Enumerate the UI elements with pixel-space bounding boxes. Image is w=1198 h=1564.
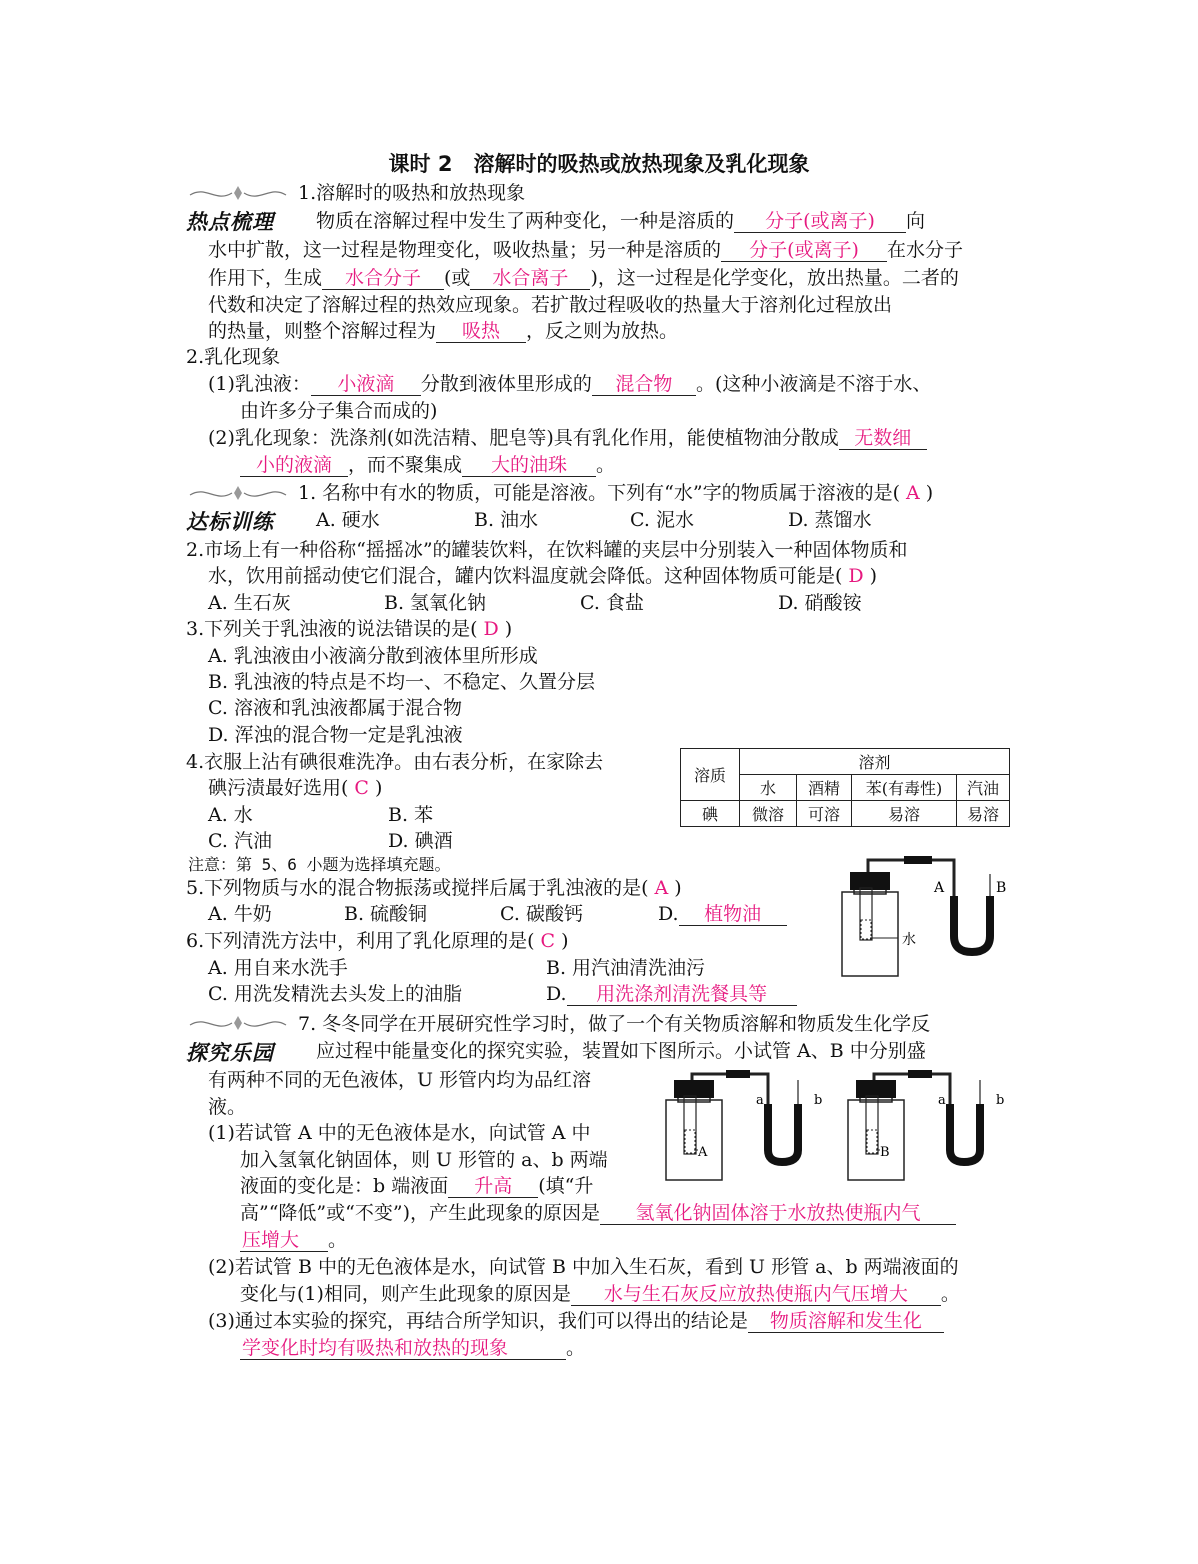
text-line: 的热量，则整个溶解过程为 吸热 ，反之则为放热。 [208, 320, 679, 342]
ornament-divider [186, 483, 290, 503]
table-header: 溶质 [681, 749, 740, 801]
option: B. 乳浊液的特点是不均一、不稳定、久置分层 [208, 671, 596, 693]
question-stem: 应过程中能量变化的探究实验，装置如下图所示。小试管 A、B 中分别盛 [316, 1040, 926, 1062]
option: D. 蒸馏水 [788, 509, 872, 531]
answer-blank: 无数细 [839, 427, 927, 450]
question-stem: 碘污渍最好选用( C ) [208, 777, 383, 799]
answer-blank: 吸热 [436, 320, 526, 343]
answer-blank: 小液滴 [311, 373, 421, 396]
text-line: (1)若试管 A 中的无色液体是水，向试管 A 中 [208, 1122, 591, 1144]
question-stem: 7. 冬冬同学在开展研究性学习时，做了一个有关物质溶解和物质发生化学反 [298, 1013, 931, 1035]
text-line: 学变化时均有吸热和放热的现象 。 [242, 1337, 586, 1359]
option: D. 用洗涤剂清洗餐具等 [546, 981, 797, 1007]
text-line: 作用下，生成 水合分子 (或 水合离子 )，这一过程是化学变化，放出热量。二者的 [208, 267, 959, 289]
option: D. 植物油 [658, 901, 787, 927]
option: A. 牛奶 [208, 903, 272, 925]
option: A. 水 [208, 804, 253, 826]
text-line: 小的液滴 ，而不聚集成 大的油珠 。 [240, 452, 615, 478]
question-stem: 5.下列物质与水的混合物振荡或搅拌后属于乳浊液的是( A ) [186, 877, 682, 899]
text-line: (2)若试管 B 中的无色液体是水，向试管 B 中加入生石灰，看到 U 形管 a、b 两端液面的 [208, 1256, 959, 1278]
option: B. 苯 [388, 804, 434, 826]
note-heading: 2.乳化现象 [186, 346, 281, 368]
answer-blank: 分子(或离子) [721, 239, 887, 262]
answer-choice: D [483, 618, 499, 640]
question-stem: 有两种不同的无色液体，U 形管内均为品红溶 [208, 1069, 592, 1091]
answer-blank: 植物油 [679, 903, 787, 926]
answer-blank: 混合物 [592, 373, 696, 396]
answer-blank: 压增大 [240, 1229, 328, 1252]
answer-blank: 学变化时均有吸热和放热的现象 [240, 1337, 566, 1360]
section-heading: 探究乐园 [186, 1041, 274, 1065]
answer-choice: C [354, 777, 369, 799]
solubility-table [680, 748, 1010, 827]
apparatus-figure [832, 852, 1010, 978]
option: C. 碳酸钙 [500, 903, 583, 925]
option: B. 氢氧化钠 [384, 592, 487, 614]
option: B. 用汽油清洗油污 [546, 957, 706, 979]
ornament-divider [186, 183, 290, 203]
question-stem: 液。 [208, 1096, 247, 1118]
answer-blank: 用洗涤剂清洗餐具等 [567, 983, 797, 1006]
option: A. 用自来水洗手 [208, 957, 348, 979]
option: C. 溶液和乳浊液都属于混合物 [208, 697, 462, 719]
text-line: (2)乳化现象：洗涤剂(如洗洁精、肥皂等)具有乳化作用，能使植物油分散成 无数细 [208, 425, 927, 451]
question-stem: 水，饮用前摇动使它们混合，罐内饮料温度就会降低。这种固体物质可能是( D ) [208, 565, 878, 587]
answer-blank: 水合分子 [322, 267, 444, 290]
table-cell: 汽油 [957, 775, 1010, 801]
option: D. 硝酸铵 [778, 592, 862, 614]
text-line: 代数和决定了溶解过程的热效应现象。若扩散过程吸收的热量大于溶剂化过程放出 [208, 294, 893, 316]
question-stem: 2.市场上有一种俗称“摇摇冰”的罐装饮料，在饮料罐的夹层中分别装入一种固体物质和 [186, 539, 908, 561]
answer-blank: 升高 [448, 1175, 538, 1198]
answer-choice: A [906, 482, 920, 504]
option: A. 硬水 [316, 509, 380, 531]
option: B. 硫酸铜 [344, 903, 428, 925]
end-label: b [996, 1093, 1005, 1108]
text-line: (1)乳浊液： 小液滴 分散到液体里形成的 混合物 。(这种小液滴是不溶于水、 [208, 373, 932, 395]
table-cell: 微溶 [740, 801, 797, 827]
text-line: (3)通过本实验的探究，再结合所学知识，我们可以得出的结论是 物质溶解和发生化 [208, 1308, 944, 1334]
answer-blank: 氢氧化钠固体溶于水放热使瓶内气 [600, 1202, 956, 1225]
answer-choice: D [848, 565, 864, 587]
question-stem: 6.下列清洗方法中，利用了乳化原理的是( C ) [186, 930, 569, 952]
option: D. 浑浊的混合物一定是乳浊液 [208, 724, 463, 746]
question-stem: 3.下列关于乳浊液的说法错误的是( D ) [186, 618, 513, 640]
end-label: b [814, 1093, 823, 1108]
page-title: 课时 2 溶解时的吸热或放热现象及乳化现象 [388, 152, 810, 176]
text-line: 液面的变化是：b 端液面 升高 (填“升 [240, 1175, 594, 1197]
answer-choice: A [654, 877, 669, 899]
option: D. 碘酒 [388, 830, 453, 852]
table-cell: 可溶 [797, 801, 852, 827]
text-line: 变化与(1)相同，则产生此现象的原因是 水与生石灰反应放热使瓶内气压增大 。 [240, 1283, 960, 1305]
table-cell: 水 [740, 775, 797, 801]
note-heading: 1.溶解时的吸热和放热现象 [298, 182, 526, 204]
answer-blank: 水与生石灰反应放热使瓶内气压增大 [571, 1283, 941, 1306]
experiment-figure [658, 1064, 1010, 1182]
table-cell: 碘 [681, 801, 740, 827]
text-line: 由许多分子集合而成的) [240, 400, 438, 422]
question-stem: 1. 名称中有水的物质，可能是溶液。下列有“水”字的物质属于溶液的是( A ) [298, 482, 934, 504]
option: C. 用洗发精洗去头发上的油脂 [208, 983, 462, 1005]
option: B. 油水 [474, 509, 539, 531]
text-line: 压增大 。 [242, 1229, 348, 1251]
end-label: a [938, 1093, 946, 1108]
text-line: 物质在溶解过程中发生了两种变化，一种是溶质的 分子(或离子) 向 [316, 210, 926, 232]
section-heading: 热点梳理 [186, 210, 274, 234]
table-cell: 酒精 [797, 775, 852, 801]
answer-blank: 分子(或离子) [734, 210, 906, 233]
section-heading: 达标训练 [186, 510, 274, 534]
tube-label: A [698, 1145, 708, 1160]
note-text: 注意：第 5、6 小题为选择填充题。 [188, 855, 451, 874]
answer-blank: 小的液滴 [240, 454, 348, 477]
end-label: a [756, 1093, 764, 1108]
apparatus-b [848, 1070, 1004, 1180]
option: C. 食盐 [580, 592, 644, 614]
table-cell: 易溶 [957, 801, 1010, 827]
answer-choice: C [540, 930, 556, 952]
option: C. 泥水 [630, 509, 694, 531]
tube-label: B [880, 1145, 890, 1160]
answer-blank: 水合离子 [470, 267, 590, 290]
tube-label: A [934, 880, 945, 896]
ornament-divider [186, 1013, 290, 1033]
water-label: 水 [902, 932, 916, 948]
answer-blank: 大的油珠 [462, 454, 596, 477]
table-cell: 苯(有毒性) [852, 775, 957, 801]
tube-label: B [996, 880, 1007, 896]
table-header: 溶剂 [740, 749, 1010, 775]
answer-blank: 物质溶解和发生化 [748, 1310, 944, 1333]
text-line: 加入氢氧化钠固体，则 U 形管的 a、b 两端 [240, 1149, 608, 1171]
option: A. 生石灰 [208, 592, 291, 614]
option: A. 乳浊液由小液滴分散到液体里所形成 [208, 645, 538, 667]
table-cell: 易溶 [852, 801, 957, 827]
apparatus-a [666, 1070, 822, 1180]
question-stem: 4.衣服上沾有碘很难洗净。由右表分析，在家除去 [186, 751, 604, 773]
text-line: 水中扩散，这一过程是物理变化，吸收热量；另一种是溶质的 分子(或离子) 在水分子 [208, 239, 964, 261]
text-line: 高”“降低”或“不变”)，产生此现象的原因是 氢氧化钠固体溶于水放热使瓶内气 [240, 1200, 956, 1226]
option: C. 汽油 [208, 830, 272, 852]
